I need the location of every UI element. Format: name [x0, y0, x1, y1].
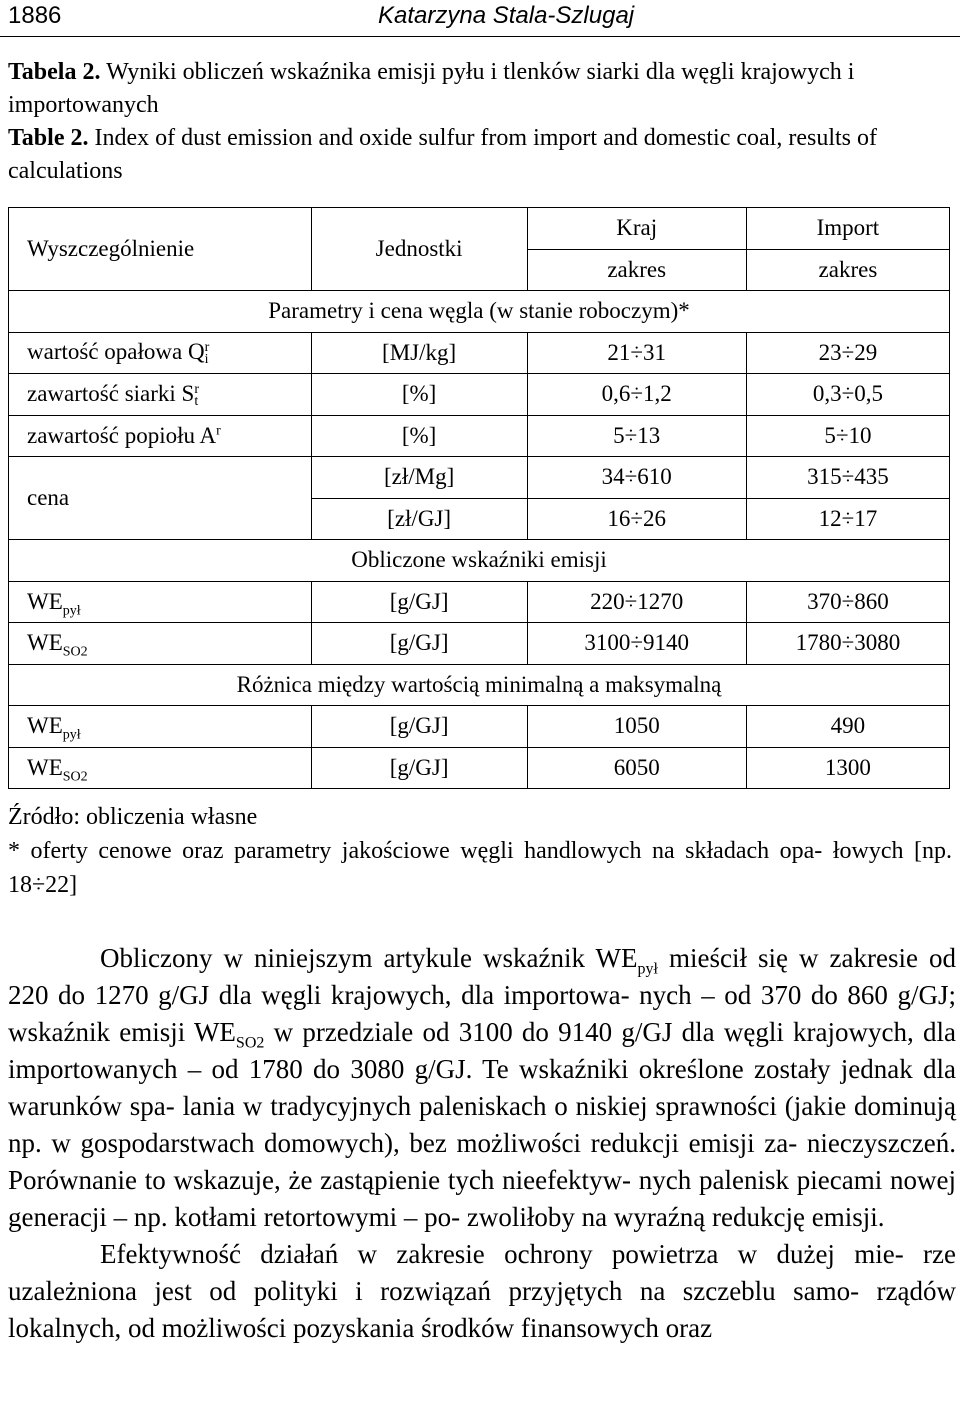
caption-pl-label: Tabela 2. [8, 59, 101, 85]
row-kraj: 34÷610 [527, 457, 746, 499]
header-import-range: zakres [746, 249, 949, 291]
header-unit: Jednostki [311, 208, 527, 291]
row-unit: [g/GJ] [311, 623, 527, 665]
header-kraj-range: zakres [527, 249, 746, 291]
section-difference: Różnica między wartością minimalną a maksymalną [9, 664, 950, 706]
row-label: cena [9, 457, 312, 540]
row-unit: [zł/Mg] [311, 457, 527, 499]
row-label: $WE_{pył}$ [9, 706, 312, 748]
caption-pl-text: Wyniki obliczeń wskaźnika emisji pyłu i tlenków siarki dla węgli krajowych i importowanych [8, 59, 855, 118]
table-row [9, 747, 950, 789]
footnote: * oferty cenowe oraz parametry jakościowe węgli handlowych na składach opa- łowych [np. 18÷22] [8, 838, 952, 898]
row-kraj: 21÷31 [527, 332, 746, 374]
row-kraj: 6050 [527, 747, 746, 789]
row-import: 1780÷3080 [746, 623, 949, 665]
row-import: 490 [746, 706, 949, 748]
row-label: zawartość siarki S r t [9, 374, 312, 416]
source-line: Źródło: obliczenia własne [8, 804, 258, 830]
section-emission: Obliczone wskaźniki emisji [9, 540, 950, 582]
header-kraj: Kraj [527, 208, 746, 250]
row-unit: [g/GJ] [311, 747, 527, 789]
row-kraj: 3100÷9140 [527, 623, 746, 665]
caption-en-label: Table 2. [8, 125, 89, 151]
row-unit: [MJ/kg] [311, 332, 527, 374]
paragraph: Efektywność działań w zakresie ochrony powietrza w dużej mie- rze uzależniona jest od polityki i rozwiązań przyjętych na szczeblu samo- rządów lokalnych, od możliwości pozyskania środków finansowych oraz [8, 1239, 956, 1343]
row-kraj: 5÷13 [527, 415, 746, 457]
table-row [9, 457, 950, 499]
caption-en-text: Index of dust emission and oxide sulfur from import and domestic coal, results of calculations [8, 125, 878, 184]
table-row [9, 706, 950, 748]
row-label: $WE_{pył}$ [9, 581, 312, 623]
row-unit: [%] [311, 415, 527, 457]
row-kraj: 0,6÷1,2 [527, 374, 746, 416]
body-text [8, 940, 956, 1347]
table-row [9, 332, 950, 374]
row-unit: [g/GJ] [311, 706, 527, 748]
table-row [9, 415, 950, 457]
page-header [0, 0, 960, 34]
row-kraj: 16÷26 [527, 498, 746, 540]
row-import: 5÷10 [746, 415, 949, 457]
row-import: 370÷860 [746, 581, 949, 623]
table-caption [8, 56, 948, 188]
row-import: 1300 [746, 747, 949, 789]
page-number: 1886 [8, 2, 62, 29]
caption-polish [8, 56, 948, 122]
row-import: 23÷29 [746, 332, 949, 374]
row-import: 12÷17 [746, 498, 949, 540]
emission-table [8, 207, 950, 789]
row-kraj: 220÷1270 [527, 581, 746, 623]
table-row [9, 374, 950, 416]
running-author: Katarzyna Stala-Szlugaj [378, 2, 635, 29]
table-row [9, 581, 950, 623]
header-rule [0, 36, 960, 37]
paragraph: Obliczony w niniejszym artykule wskaźnik $WE_{pył}$ mieścił się w zakresie od 220 do 1270 g/GJ dla węgli krajowych, dla importowa- nych – od 370 do 860 g/GJ; wskaźnik emisji $WE_{SO2}$ w przedziale od 3100 do 9140 g/GJ dla węgli krajowych, dla importowanych – od 1780 do 3080 g/GJ. Te wskaźniki określone zostały jednak dla warunków spa- lania w tradycyjnych paleniskach o niskiej sprawności (jakie dominują np. w gospodarstwach domowych), bez możliwości redukcji emisji za- nieczyszczeń. Porównanie to wskazuje, że zastąpienie tych nieefektyw- nych palenisk piecami nowej generacji – np. kotłami retortowymi – po- zwoliłoby na wyraźną redukcję emisji. [8, 943, 956, 1232]
row-label: $WE_{SO2}$ [9, 747, 312, 789]
row-label: wartość opałowa Q r i [9, 332, 312, 374]
row-label: zawartość popiołu $A^r$ [9, 415, 312, 457]
row-import: 0,3÷0,5 [746, 374, 949, 416]
table-source [8, 800, 952, 902]
header-import: Import [746, 208, 949, 250]
section-parameters: Parametry i cena węgla (w stanie roboczym)* [9, 291, 950, 333]
row-kraj: 1050 [527, 706, 746, 748]
header-item: Wyszczególnienie [9, 208, 312, 291]
table-row [9, 623, 950, 665]
row-unit: [zł/GJ] [311, 498, 527, 540]
row-unit: [g/GJ] [311, 581, 527, 623]
row-label: $WE_{SO2}$ [9, 623, 312, 665]
caption-english [8, 122, 948, 188]
row-unit: [%] [311, 374, 527, 416]
row-import: 315÷435 [746, 457, 949, 499]
